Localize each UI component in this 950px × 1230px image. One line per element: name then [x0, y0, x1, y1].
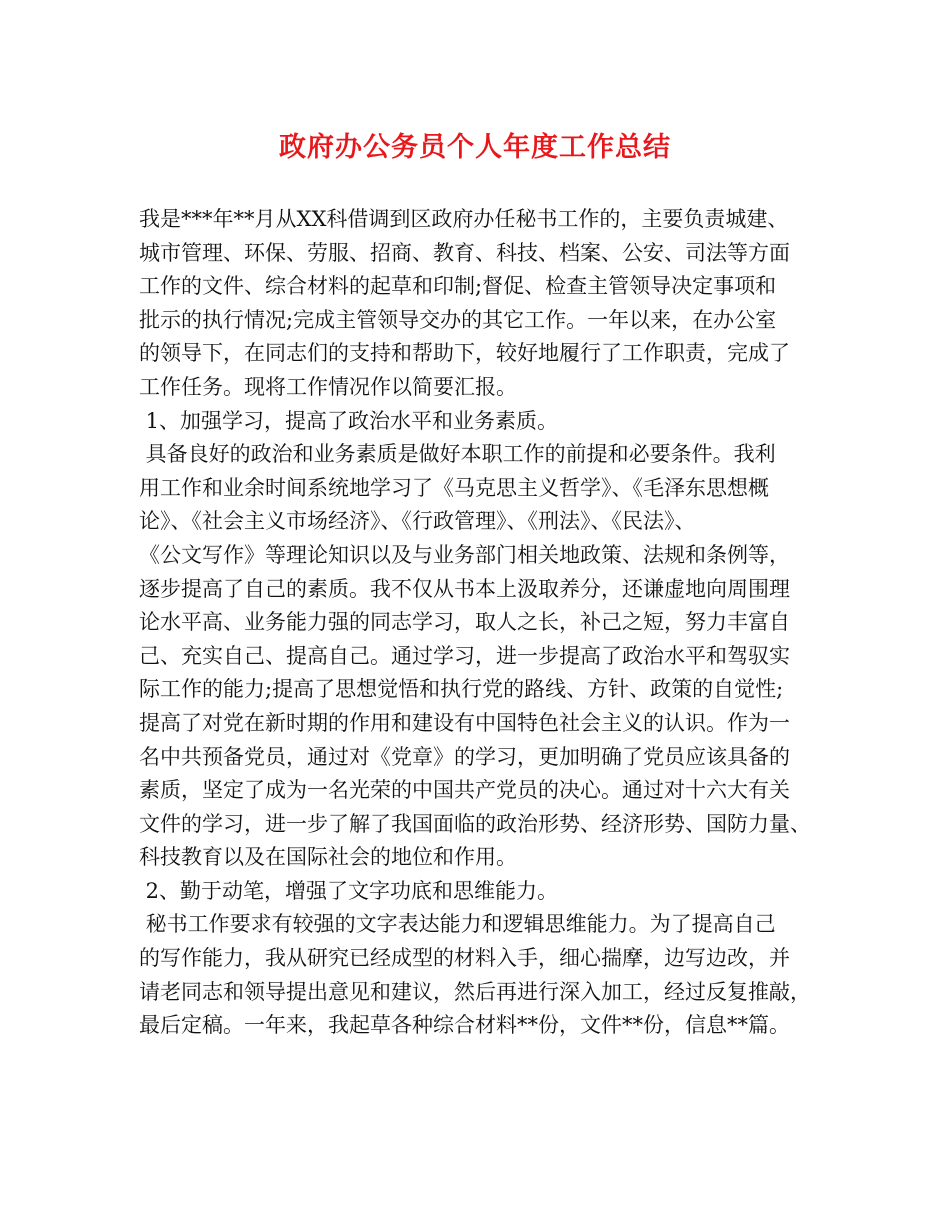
body-line: 我是***年**月从XX科借调到区政府办任秘书工作的，主要负责城建、	[139, 207, 789, 231]
body-line: 论》、《社会主义市场经济》、《行政管理》、《刑法》、《民法》、	[139, 509, 696, 534]
body-line: 际工作的能力;提高了思想觉悟和执行党的路线、方针、政策的自觉性;	[139, 677, 784, 702]
body-line: 提高了对党在新时期的作用和建设有中国特色社会主义的认识。作为一	[139, 710, 790, 735]
body-line: 素质，坚定了成为一名光荣的中国共产党员的决心。通过对十六大有关	[139, 778, 790, 803]
body-line: 科技教育以及在国际社会的地位和作用。	[139, 845, 517, 870]
body-line: 最后定稿。一年来，我起草各种综合材料**份，文件**份，信息**篇。	[139, 1013, 790, 1038]
body-line: 的领导下，在同志们的支持和帮助下，较好地履行了工作职责，完成了	[139, 341, 790, 366]
body-line: 的写作能力，我从研究已经成型的材料入手，细心揣摩，边写边改，并	[139, 946, 790, 971]
section-heading: 1、加强学习，提高了政治水平和业务素质。	[139, 408, 559, 433]
section-heading: 2、勤于动笔，增强了文字功底和思维能力。	[139, 878, 559, 903]
body-line: 秘书工作要求有较强的文字表达能力和逻辑思维能力。为了提高自己	[139, 912, 776, 937]
body-line: 论水平高、业务能力强的同志学习，取人之长，补己之短，努力丰富自	[139, 610, 790, 635]
body-line: 请老同志和领导提出意见和建议，然后再进行深入加工，经过反复推敲，	[139, 979, 811, 1004]
body-line: 名中共预备党员，通过对《党章》的学习，更加明确了党员应该具备的	[139, 744, 790, 769]
body-line: 己、充实自己、提高自己。通过学习，进一步提高了政治水平和驾驭实	[139, 643, 790, 668]
body-line: 具备良好的政治和业务素质是做好本职工作的前提和必要条件。我利	[139, 442, 776, 467]
body-line: 逐步提高了自己的素质。我不仅从书本上汲取养分，还谦虚地向周围理	[139, 576, 790, 601]
document-title: 政府办公务员个人年度工作总结	[279, 132, 671, 163]
body-line: 工作的文件、综合材料的起草和印制;督促、检查主管领导决定事项和	[139, 274, 777, 299]
body-line: 城市管理、环保、劳服、招商、教育、科技、档案、公安、司法等方面	[139, 240, 790, 265]
document-body	[139, 203, 839, 1043]
body-line: 用工作和业余时间系统地学习了《马克思主义哲学》、《毛泽东思想概	[139, 475, 769, 500]
body-line: 工作任务。现将工作情况作以简要汇报。	[139, 374, 517, 399]
body-line: 《公文写作》等理论知识以及与业务部门相关地政策、法规和条例等，	[139, 542, 790, 567]
body-line: 批示的执行情况;完成主管领导交办的其它工作。一年以来，在办公室	[139, 307, 777, 332]
body-line: 文件的学习，进一步了解了我国面临的政治形势、经济形势、国防力量、	[139, 811, 811, 836]
